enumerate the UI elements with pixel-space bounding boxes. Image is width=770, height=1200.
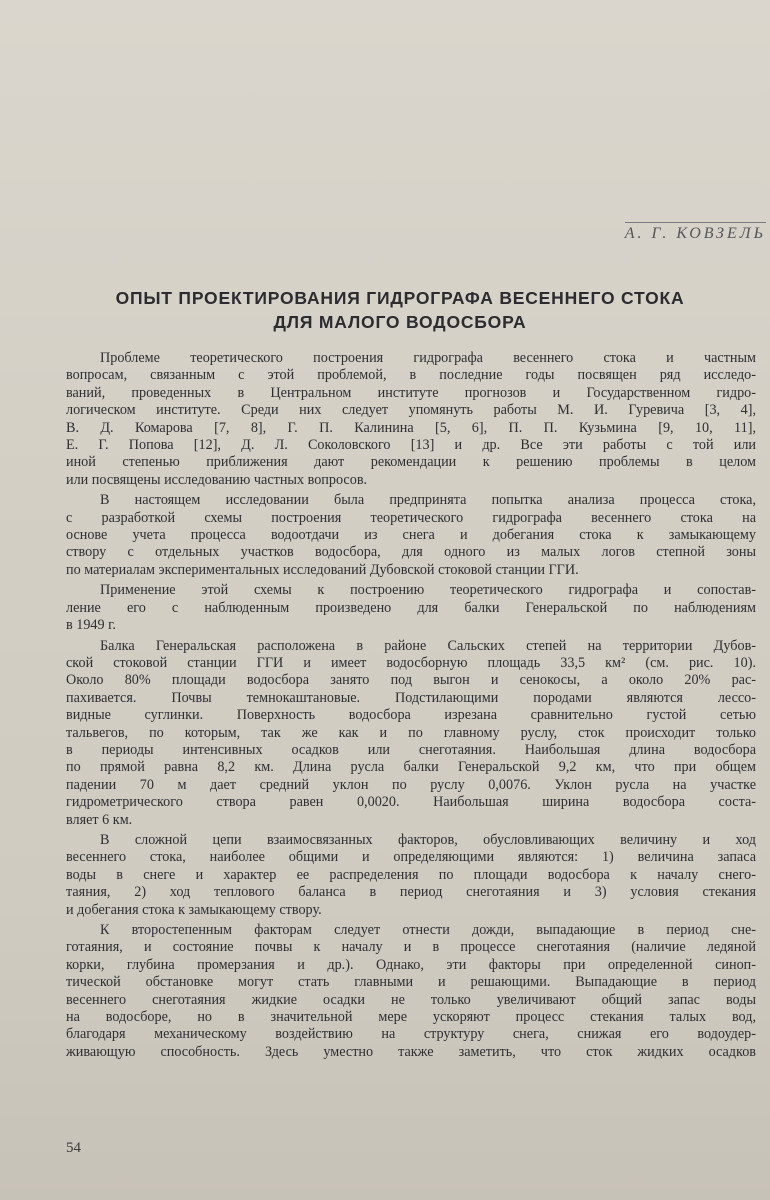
text-line: падении 70 м дает средний уклон по руслу 0,0076. Уклон русла на участке [66, 776, 756, 793]
text-line: воды в снеге и характер ее распределения по площади водосбора к началу снего- [66, 866, 756, 883]
text-line: благодаря механическому воздействию на структуру снега, снижая его водоудер- [66, 1026, 756, 1043]
text-line: в 1949 г. [66, 617, 116, 634]
paragraph [66, 492, 756, 579]
paragraph [66, 350, 756, 489]
paragraph [66, 582, 756, 634]
text-line: В настоящем исследовании была предпринята попытка анализа процесса стока, [100, 492, 756, 509]
paragraph [66, 832, 756, 919]
text-line: вляет 6 км. [66, 811, 133, 828]
text-line: на водосборе, но в значительной мере ускоряют процесс стекания талых вод, [66, 1009, 756, 1026]
title-line: ДЛЯ МАЛОГО ВОДОСБОРА [273, 312, 527, 332]
text-line: весеннего стока, наиболее общими и определяющими являются: 1) величина запаса [66, 849, 756, 866]
text-line: Проблеме теоретического построения гидрографа весеннего стока и частным [100, 350, 756, 366]
text-line: и добегания стока к замыкающему створу. [66, 901, 322, 918]
author-name: А. Г. КОВЗЕЛЬ [625, 222, 766, 243]
text-line: Применение этой схемы к построению теоретического гидрографа и сопостав- [100, 582, 756, 599]
text-line: по прямой равна 8,2 км. Длина русла балки Генеральской 9,2 км, что при общем [66, 759, 756, 776]
text-line: вопросам, связанным с этой проблемой, в последние годы посвящен ряд исследо- [66, 367, 756, 384]
text-line: таяния, 2) ход теплового баланса в период снеготаяния и 3) условия стекания [66, 884, 756, 901]
text-line: иной степенью приближения дают рекомендации к решению проблемы в целом [66, 454, 756, 471]
page-number: 54 [66, 1140, 81, 1156]
text-line: весеннего снеготаяния жидкие осадки не только увеличивают общий запас воды [66, 991, 756, 1008]
text-line: или посвящены исследованию частных вопросов. [66, 471, 368, 488]
text-line: логическом институте. Среди них следует упомянуть работы М. И. Гуревича [3, 4], [66, 402, 756, 419]
text-line: Е. Г. Попова [12], Д. Л. Соколовского [13] и др. Все эти работы с той или [66, 437, 756, 454]
text-line: гидрометрического створа равен 0,0020. Наибольшая ширина водосбора соста- [66, 794, 756, 811]
text-line: тальвегов, по которым, так же как и по главному руслу, сток происходит только [66, 724, 756, 741]
text-line: корки, глубина промерзания и др.). Однако, эти факторы при определенной синоп- [66, 956, 756, 973]
text-line: с разработкой схемы построения теоретического гидрографа весеннего стока на [66, 509, 756, 526]
text-line: в периоды интенсивных осадков или снеготаяния. Наибольшая длина водосбора [66, 741, 756, 758]
text-line: ление его с наблюденным произведено для балки Генеральской по наблюдениям [66, 599, 756, 616]
text-line: по материалам экспериментальных исследований Дубовской стоковой станции ГГИ. [66, 561, 579, 578]
text-line: створу с отдельных участков водосбора, для одного из малых логов степной зоны [66, 544, 756, 561]
text-line: ской стоковой станции ГГИ и имеет водосборную площадь 33,5 км² (см. рис. 10). [66, 654, 756, 671]
text-line: видные суглинки. Поверхность водосбора изрезана сравнительно густой сетью [66, 707, 756, 724]
text-line: живающую способность. Здесь уместно также заметить, что сток жидких осадков [66, 1043, 756, 1060]
title-line: ОПЫТ ПРОЕКТИРОВАНИЯ ГИДРОГРАФА ВЕСЕННЕГО СТОКА [115, 288, 685, 308]
text-line: тической обстановке могут стать главными и решающими. Выпадающие в период [66, 974, 756, 991]
text-line: основе учета процесса водоотдачи из снега и добегания стока к замыкающему [66, 527, 756, 544]
text-line: готаяния, и состояние почвы к началу и в процессе снеготаяния (наличие ледяной [66, 939, 756, 956]
article-title [60, 286, 740, 334]
paragraph [66, 638, 756, 829]
text-line: Около 80% площади водосбора занято под выгон и сенокосы, а около 20% рас- [66, 672, 756, 689]
text-line: К второстепенным факторам следует отнести дожди, выпадающие в период сне- [100, 922, 756, 938]
text-line: пахивается. Почвы темнокаштановые. Подстилающими породами являются лессо- [66, 689, 756, 706]
text-line: ваний, проведенных в Центральном институте прогнозов и Государственном гидро- [66, 384, 756, 401]
text-line: В сложной цепи взаимосвязанных факторов, обусловливающих величину и ход [100, 831, 756, 848]
article-body [66, 350, 756, 1064]
paragraph [66, 922, 756, 1061]
text-line: Балка Генеральская расположена в районе Сальских степей на территории Дубов- [100, 637, 756, 654]
text-line: В. Д. Комарова [7, 8], Г. П. Калинина [5, 6], П. П. Кузьмина [9, 10, 11], [66, 419, 756, 436]
